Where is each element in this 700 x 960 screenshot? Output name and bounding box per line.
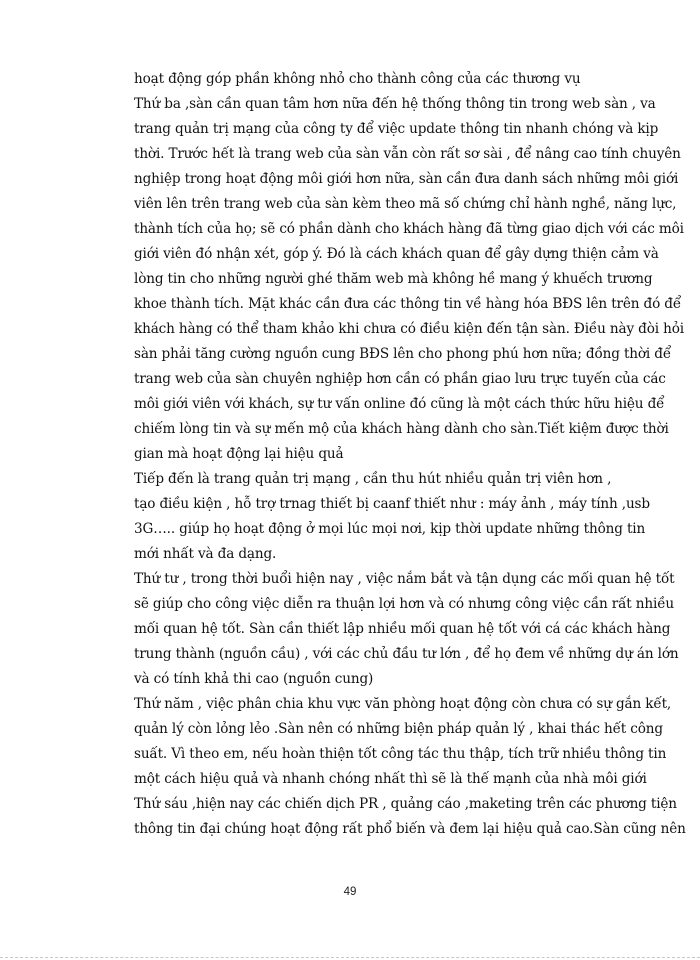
text-line: giới viên đó nhận xét, góp ý. Đó là cách khách quan để gây dựng thiện cảm và	[134, 246, 659, 262]
text-line: môi giới viên với khách, sự tư vấn online đó cũng là một cách thức hữu hiệu để	[134, 396, 665, 412]
text-line: quản lý còn lỏng lẻo .Sàn nên có những biện pháp quản lý , khai thác hết công	[134, 721, 663, 737]
text-line: trang quản trị mạng của công ty để việc update thông tin nhanh chóng và kịp	[134, 121, 659, 137]
page-bottom-divider	[0, 957, 700, 958]
text-line: và có tính khả thi cao (nguồn cung)	[134, 671, 374, 687]
text-line: sẽ giúp cho công việc diễn ra thuận lợi hơn và có nhưng công việc cần rất nhiều	[134, 596, 675, 612]
text-line: thành tích của họ; sẽ có phần dành cho khách hàng đã từng giao dịch với các môi	[134, 221, 684, 237]
text-line: hoạt động góp phần không nhỏ cho thành công của các thương vụ	[134, 71, 581, 87]
text-line: gian mà hoạt động lại hiệu quả	[134, 446, 344, 462]
text-line: một cách hiệu quả và nhanh chóng nhất thì sẽ là thế mạnh của nhà môi giới	[134, 771, 647, 787]
text-line: suất. Vì theo em, nếu hoàn thiện tốt công tác thu thập, tích trữ nhiều thông tin	[134, 746, 667, 762]
text-line: mối quan hệ tốt. Sàn cần thiết lập nhiều mối quan hệ tốt với cá các khách hàng	[134, 621, 671, 637]
text-line: viên lên trên trang web của sàn kèm theo mã số chứng chỉ hành nghề, năng lực,	[134, 196, 677, 212]
text-line: nghiệp trong hoạt động môi giới hơn nữa, sàn cần đưa danh sách những môi giới	[134, 171, 679, 187]
text-line: thông tin đại chúng hoạt động rất phổ biến và đem lại hiệu quả cao.Sàn cũng nên	[134, 821, 686, 837]
text-line: lòng tin cho những người ghé thăm web mà không hề mang ý khuếch trương	[134, 271, 653, 287]
text-line: Tiếp đến là trang quản trị mạng , cần thu hút nhiều quản trị viên hơn ,	[134, 471, 612, 487]
text-line: Thứ sáu ,hiện nay các chiến dịch PR , quảng cáo ,maketing trên các phương tiện	[134, 796, 677, 812]
text-line: khoe thành tích. Mặt khác cần đưa các thông tin về hàng hóa BĐS lên trên đó để	[134, 296, 682, 312]
text-line: Thứ tư , trong thời buổi hiện nay , việc nắm bắt và tận dụng các mối quan hệ tốt	[134, 571, 675, 587]
text-line: mới nhất và đa dạng.	[134, 546, 277, 562]
text-line: tạo điều kiện , hỗ trợ trnag thiết bị caanf thiết như : máy ảnh , máy tính ,usb	[134, 496, 650, 512]
text-line: thời. Trước hết là trang web của sàn vẫn còn rất sơ sài , để nâng cao tính chuyên	[134, 146, 681, 162]
text-line: khách hàng có thể tham khảo khi chưa có điều kiện đến tận sàn. Điều này đòi hỏi	[134, 321, 684, 337]
page-number: 49	[343, 886, 357, 898]
text-line: Thứ năm , việc phân chia khu vực văn phòng hoạt động còn chưa có sự gắn kết,	[134, 696, 672, 712]
text-line: trang web của sàn chuyên nghiệp hơn cần có phần giao lưu trực tuyến của các	[134, 371, 666, 387]
text-line: chiếm lòng tin và sự mến mộ của khách hàng dành cho sàn.Tiết kiệm được thời	[134, 421, 669, 437]
text-line: sàn phải tăng cường nguồn cung BĐS lên cho phong phú hơn nữa; đồng thời để	[134, 346, 672, 362]
text-line: Thứ ba ,sàn cần quan tâm hơn nữa đến hệ thống thông tin trong web sàn , va	[134, 96, 656, 112]
text-line: trung thành (nguồn cầu) , với các chủ đầu tư lớn , để họ đem về những dự án lớn	[134, 646, 679, 662]
text-line: 3G….. giúp họ hoạt động ở mọi lúc mọi nơi, kịp thời update những thông tin	[134, 521, 646, 537]
